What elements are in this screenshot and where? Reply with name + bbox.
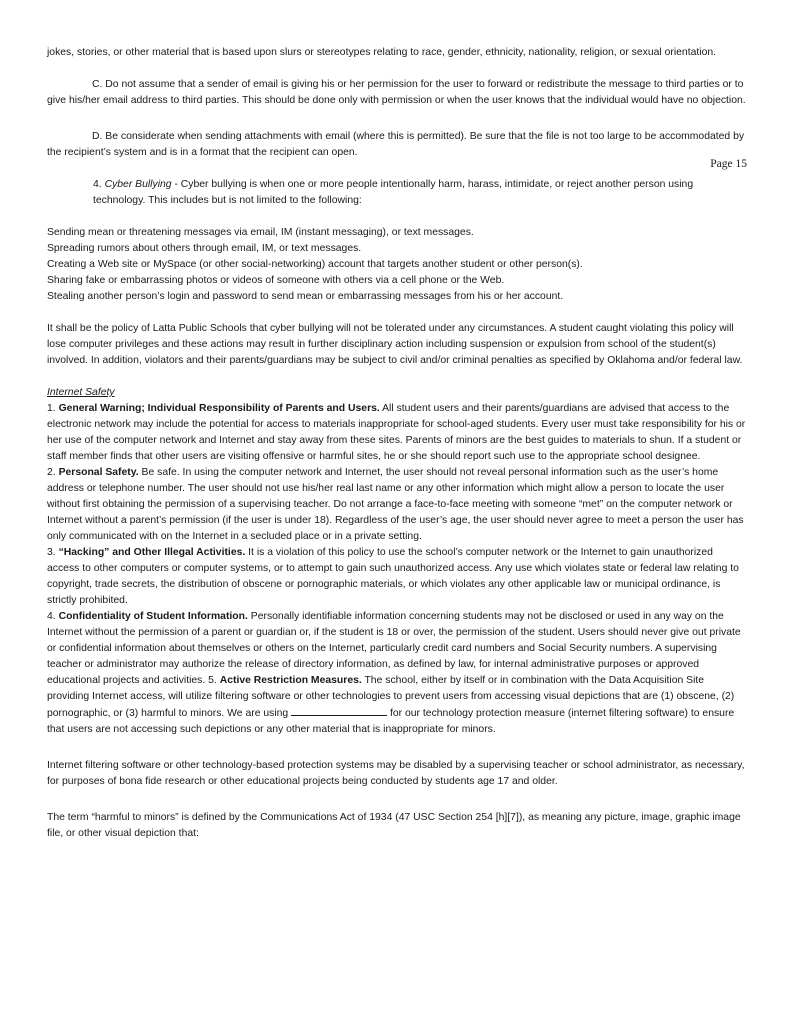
safety-item-text: All student users and their parents/guardians are advised that access to the electronic network may include the potential for access to materials inappropriate for school-aged students. Every user must take responsibility for his or her use of the computer network and Internet and stay away from these sites. Parents of minors are the best guides to materials to shun. If a student or staff member finds that other users are visiting offensive or harmful sites, he or she should report such use to the appropriate school designee. <box>47 403 746 462</box>
cyber-bullying-text: - Cyber bullying is when one or more people intentionally harm, harass, intimidate, or reject another person using technology. This includes but is not limited to the following: <box>93 179 694 206</box>
paragraph-cyber-bullying <box>47 177 747 209</box>
safety-item-2 <box>47 465 747 545</box>
page-number: Page 15 <box>710 158 747 170</box>
safety-item-heading: General Warning; Individual Responsibility of Parents and Users. <box>58 403 380 414</box>
paragraph-d: D. Be considerate when sending attachments with email (where this is permitted). Be sure that the file is not too large to be accommodated by the recipient’s system and is in a format that the recipient can open. <box>47 131 745 158</box>
list-item: Sending mean or threatening messages via email, IM (instant messaging), or text messages. <box>47 227 474 238</box>
document-page <box>47 45 747 842</box>
list-item: Spreading rumors about others through email, IM, or text messages. <box>47 243 362 254</box>
cyber-bullying-term: Cyber Bullying <box>104 179 172 190</box>
safety-item-text: The school, either by itself or in combination with the Data Acquisition Site providing Internet access, will utilize filtering software or other technologies to prevent users from accessing visual depictions that are (1) obscene, (2) pornographic, or (3) harmful to minors. We are using <box>47 675 735 719</box>
safety-item-text: It is a violation of this policy to use the school’s computer network or the Internet to gain unauthorized access to other computers or computer systems, or to attempt to gain such unauthorized access. Any use which violates state or federal law relating to copyright, trade secrets, the distribution of obscene or pornographic materials, or which violates any other applicable law or municipal ordinance, is strictly prohibited. <box>47 547 739 606</box>
safety-item-text: for our technology protection measure (internet filtering software) to ensure that users are not accessing such depictions or any other material that is inappropriate for minors. <box>47 708 735 735</box>
item-number: 4. <box>93 179 105 190</box>
paragraph-c: C. Do not assume that a sender of email is giving his or her permission for the user to forward or redistribute the message to third parties or to give his/her email address to third parties. This should be done only with permission or when the user knows that the individual would have no objection. <box>47 79 746 106</box>
section-title-internet-safety: Internet Safety <box>47 387 115 398</box>
item-number: 1. <box>47 403 59 414</box>
paragraph-harmful-definition: The term “harmful to minors” is defined by the Communications Act of 1934 (47 USC Section 254 [h][7]), as meaning any picture, image, graphic image file, or other visual depiction that: <box>47 812 741 839</box>
safety-item-heading: “Hacking” and Other Illegal Activities. <box>58 547 246 558</box>
list-item: Stealing another person’s login and password to send mean or embarrassing messages from his or her account. <box>47 291 564 302</box>
safety-item-text: Personally identifiable information concerning students may not be disclosed or used in any way on the Internet without the permission of a parent or guardian or, if the student is 18 or over, the permission of the student. Users should never give out private or confidential information about themselves or others on the Internet, particularly credit card numbers and Social Security numbers. A supervising teacher or administrator may authorize the release of directory information, as defined by law, for internal administrative purposes or approved educational projects and activities. 5. <box>47 611 741 686</box>
safety-item-heading: Confidentiality of Student Information. <box>58 611 248 622</box>
paragraph-intro: jokes, stories, or other material that is based upon slurs or stereotypes relating to race, gender, ethnicity, nationality, religion, or sexual orientation. <box>47 47 717 58</box>
safety-item-text: Be safe. In using the computer network and Internet, the user should not reveal personal information such as the user’s home address or telephone number. The user should not use his/her real last name or any other information which might allow a person to locate the user without first obtaining the permission of a supervising teacher. Do not arrange a face-to-face meeting with someone “met” on the computer network or Internet without a parent’s permission (if the user is under 18). Regardless of the user’s age, the user should never agree to meet a person the user has only communicated with on the Internet in a secluded place or in a private setting. <box>47 467 744 542</box>
paragraph-policy: It shall be the policy of Latta Public Schools that cyber bullying will not be tolerated under any circumstances. A student caught violating this policy will lose computer privileges and these actions may result in further disciplinary action including suspension or expulsion from school of the student(s) involved. In addition, violators and their parents/guardians may be subject to civil and/or criminal penalties as specified by Oklahoma and/or federal law. <box>47 323 743 366</box>
item-number: 2. <box>47 467 59 478</box>
list-item: Sharing fake or embarrassing photos or videos of someone with others via a cell phone or the Web. <box>47 275 505 286</box>
safety-item-3 <box>47 545 747 609</box>
safety-item-1 <box>47 401 747 465</box>
safety-item-4 <box>47 609 747 738</box>
safety-item-heading: Active Restriction Measures. <box>219 675 362 686</box>
safety-item-heading: Personal Safety. <box>58 467 139 478</box>
blank-fill-line <box>291 705 387 716</box>
cyber-bullying-list <box>47 225 747 305</box>
paragraph-filter: Internet filtering software or other technology-based protection systems may be disabled by a supervising teacher or school administrator, as necessary, for purposes of bona fide research or other educational projects being conducted by students age 17 and older. <box>47 760 745 787</box>
item-number: 3. <box>47 547 59 558</box>
list-item: Creating a Web site or MySpace (or other social-networking) account that targets another student or other person(s). <box>47 259 583 270</box>
item-number: 4. <box>47 611 59 622</box>
